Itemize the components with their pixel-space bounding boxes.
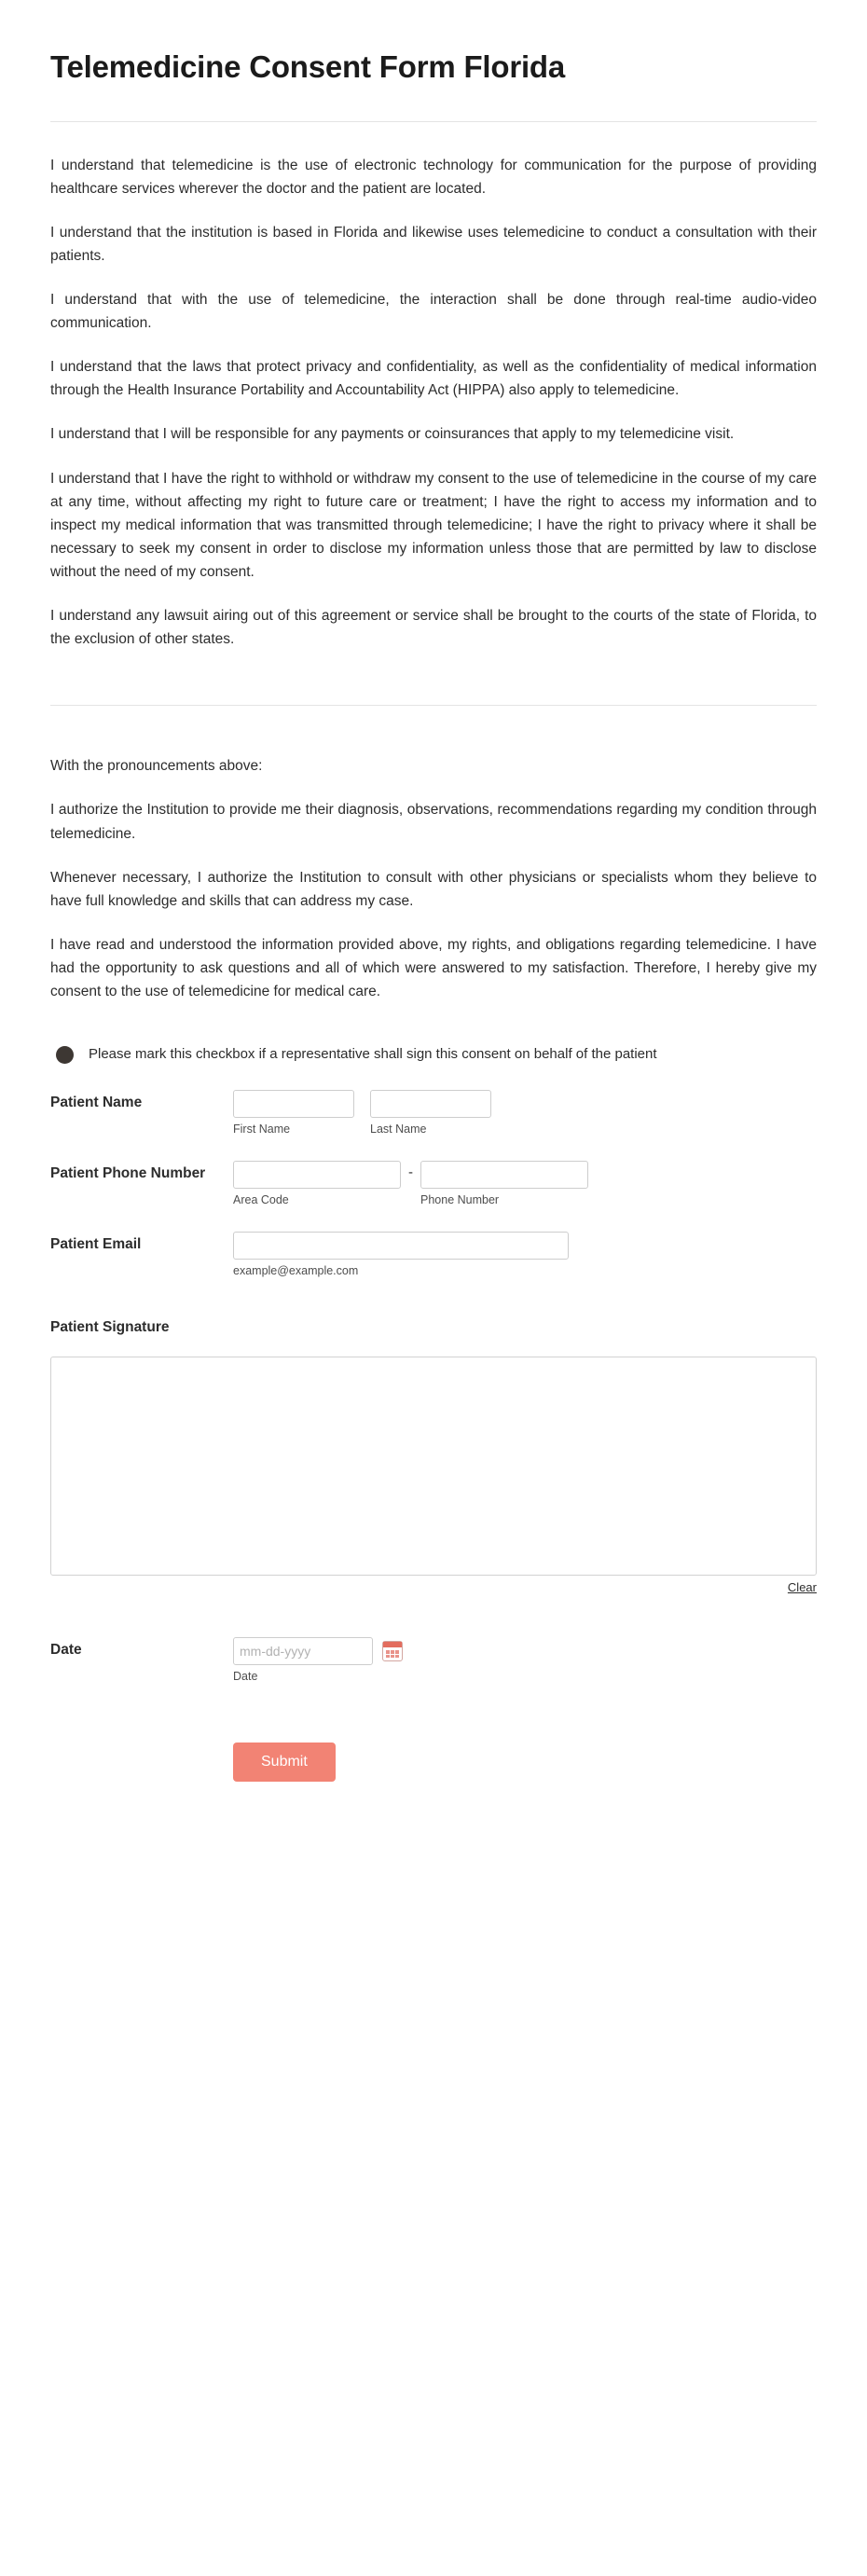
phone-number-input[interactable] [420,1161,588,1189]
consent-paragraph: I understand that I have the right to withhold or withdraw my consent to the use of telemedicine in the course of my care at any time, without affecting my right to future care or treatment; I have the right to access my information and to inspect my medical information that was transmitted through telemedicine; I have the right to privacy where it shall be necessary to seek my consent in order to disclose my information unless those that are permitted by law to disclose without the need of my consent. [50,470,817,581]
last-name-sublabel: Last Name [370,1122,427,1136]
last-name-group [370,1090,491,1136]
area-code-input[interactable] [233,1161,401,1189]
last-name-input[interactable] [370,1090,491,1118]
signature-pad[interactable] [50,1357,817,1576]
patient-phone-row [50,1161,817,1207]
date-row [50,1637,817,1684]
date-input[interactable] [233,1637,373,1665]
pronouncement-paragraph: I authorize the Institution to provide me their diagnosis, observations, recommendations regarding my condition through telemedicine. [50,802,817,842]
checkbox-checked-icon[interactable] [56,1046,74,1064]
calendar-icon-grid [386,1650,399,1658]
representative-checkbox-label: Please mark this checkbox if a representative shall sign this consent on behalf of the patient [89,1046,657,1063]
patient-email-sublabel: example@example.com [233,1264,359,1278]
signature-clear-wrap [50,1579,817,1596]
patient-name-label: Patient Name [50,1094,143,1110]
spacer [50,706,817,754]
date-label: Date [50,1642,82,1659]
phone-number-sublabel: Phone Number [420,1192,500,1206]
patient-email-row [50,1232,817,1278]
first-name-group [233,1090,354,1136]
pronouncement-block [50,754,817,1003]
area-code-sublabel: Area Code [233,1192,289,1206]
date-controls [233,1637,817,1684]
pronouncement-paragraph: Whenever necessary, I authorize the Institution to consult with other physicians or specialists whom they believe to have full knowledge and skills that can address my case. [50,869,817,909]
patient-email-controls [233,1232,817,1278]
calendar-icon-header [383,1642,402,1647]
consent-paragraph: I understand that the institution is based in Florida and likewise uses telemedicine to conduct a consultation with their patients. [50,224,817,264]
consent-paragraph: I understand that I will be responsible for any payments or coinsurances that apply to my telemedicine visit. [50,426,735,443]
phone-number-group [420,1161,588,1207]
first-name-sublabel: First Name [233,1122,291,1136]
consent-text-block [50,122,817,652]
consent-paragraph: I understand any lawsuit airing out of this agreement or service shall be brought to the courts of the state of Florida, to the exclusion of other states. [50,608,817,648]
spacer [50,651,817,705]
calendar-icon[interactable] [382,1641,403,1661]
consent-paragraph: I understand that with the use of telemedicine, the interaction shall be done through real-time audio-video communication. [50,292,817,332]
representative-checkbox-row[interactable] [50,1044,817,1066]
signature-clear-link[interactable]: Clear [787,1580,817,1595]
page-title: Telemedicine Consent Form Florida [50,49,566,84]
pronouncement-paragraph: I have read and understood the information provided above, my rights, and obligations regarding telemedicine. I have had the opportunity to ask questions and all of which were answered to my satisfaction. Therefore, I hereby give my consent to the use of telemedicine for medical care. [50,936,817,1000]
submit-button[interactable]: Submit [233,1743,336,1782]
patient-phone-label: Patient Phone Number [50,1164,206,1181]
patient-signature-label: Patient Signature [50,1319,170,1336]
first-name-input[interactable] [233,1090,354,1118]
patient-name-controls [233,1090,817,1136]
pronouncement-intro: With the pronouncements above: [50,758,263,775]
consent-paragraph: I understand that the laws that protect privacy and confidentiality, as well as the confidentiality of medical information through the Health Insurance Portability and Accountability Act (HIPPA) also apply to telemedicine. [50,359,817,399]
submit-wrap [50,1743,817,1866]
patient-email-label: Patient Email [50,1236,142,1253]
patient-name-row [50,1090,817,1136]
patient-phone-controls [233,1161,817,1207]
area-code-group [233,1161,401,1207]
date-input-group [233,1637,373,1684]
date-sublabel: Date [233,1670,258,1684]
phone-separator: - [408,1164,413,1180]
consent-paragraph: I understand that telemedicine is the use of electronic technology for communication for the purpose of providing healthcare services wherever the doctor and the patient are located. [50,157,817,197]
patient-email-input[interactable] [233,1232,569,1260]
